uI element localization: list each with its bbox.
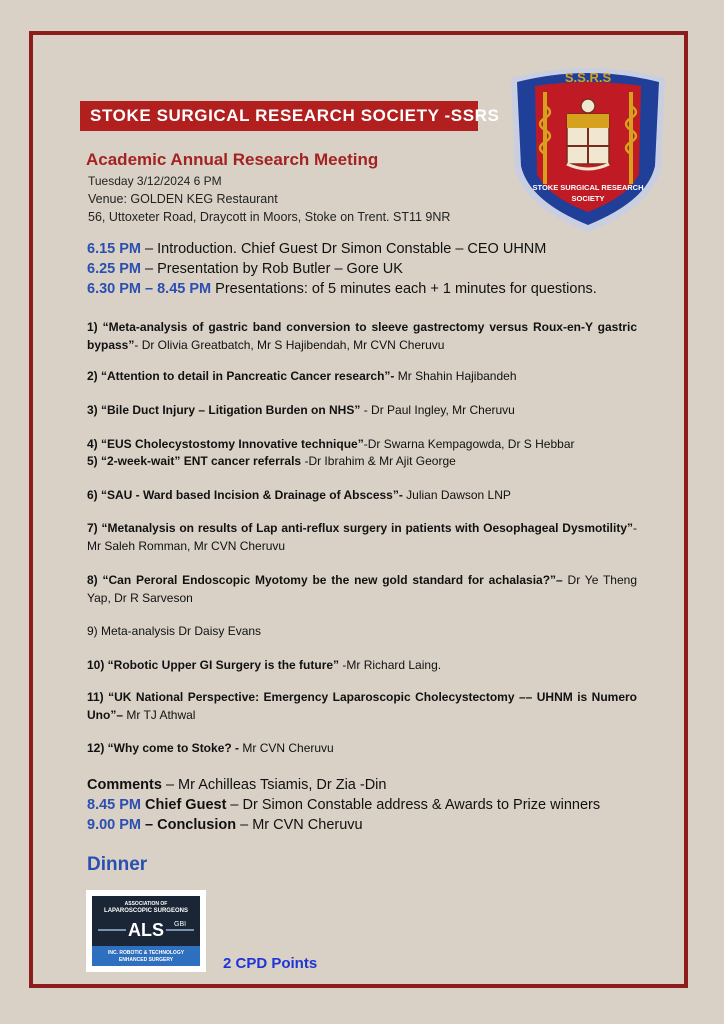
meeting-address: 56, Uttoxeter Road, Draycott in Moors, Stoke on Trent. ST11 9NR xyxy=(88,210,451,224)
dinner-heading: Dinner xyxy=(87,854,148,875)
presentation-speakers: - Mr Saleh Romman, Mr CVN Cheruvu xyxy=(87,521,637,553)
chief-guest-label: Chief Guest xyxy=(141,797,227,813)
presentation-item xyxy=(87,688,637,724)
presentation-item xyxy=(87,622,637,640)
presentation-item xyxy=(87,739,637,757)
presentation-title: 3) “Bile Duct Injury – Litigation Burden on NHS” xyxy=(87,403,361,417)
presentation-title: 5) “2-week-wait” ENT cancer referrals xyxy=(87,454,302,468)
ssrs-shield-logo xyxy=(505,56,671,236)
presentation-item xyxy=(87,486,637,504)
chief-guest-line xyxy=(87,797,600,813)
schedule-text: – Introduction. Chief Guest Dr Simon Constable – CEO UHNM xyxy=(141,241,547,257)
schedule-time: 6.15 PM xyxy=(87,241,141,257)
als-line2: LAPAROSCOPIC SURGEONS xyxy=(104,908,188,914)
presentation-item xyxy=(87,519,637,555)
chief-guest-time: 8.45 PM xyxy=(87,797,141,813)
presentation-item xyxy=(87,656,637,674)
presentation-item xyxy=(87,318,637,354)
presentation-title: 8) “Can Peroral Endoscopic Myotomy be the new gold standard for achalasia?”– xyxy=(87,573,563,587)
presentation-speakers: -Mr Richard Laing. xyxy=(339,658,442,672)
presentation-speakers: 9) Meta-analysis Dr Daisy Evans xyxy=(87,624,262,638)
presentation-title: 10) “Robotic Upper GI Surgery is the future” xyxy=(87,658,340,672)
presentation-title: 1) “Meta-analysis of gastric band conversion to sleeve gastrectomy versus Roux-en-Y gastric bypass” xyxy=(87,320,637,352)
comments-line xyxy=(87,777,386,793)
presentation-speakers: Mr TJ Athwal xyxy=(123,708,196,722)
society-banner: STOKE SURGICAL RESEARCH SOCIETY -SSRS xyxy=(80,101,478,131)
presentation-speakers: Mr CVN Cheruvu xyxy=(239,741,334,755)
chief-guest-text: – Dr Simon Constable address & Awards to Prize winners xyxy=(226,797,601,813)
als-sup: GBI xyxy=(174,921,187,928)
meeting-venue: Venue: GOLDEN KEG Restaurant xyxy=(88,192,278,206)
cpd-points: 2 CPD Points xyxy=(223,955,318,972)
presentation-title: 12) “Why come to Stoke? - xyxy=(87,741,240,755)
presentation-speakers: -Dr Ibrahim & Mr Ajit George xyxy=(301,454,456,468)
logo-name-line2: SOCIETY xyxy=(571,194,605,203)
logo-name-line1: STOKE SURGICAL RESEARCH xyxy=(532,183,644,192)
presentation-item xyxy=(87,435,637,453)
presentation-speakers: -Dr Swarna Kempagowda, Dr S Hebbar xyxy=(363,437,575,451)
presentation-title: 11) “UK National Perspective: Emergency Laparoscopic Cholecystectomy –– UHNM is Numero Uno”– xyxy=(87,690,637,722)
conclusion-line xyxy=(87,817,363,833)
als-line3: INC. ROBOTIC & TECHNOLOGY xyxy=(107,950,185,956)
schedule-time: 6.25 PM xyxy=(87,261,141,277)
conclusion-text: – Mr CVN Cheruvu xyxy=(236,817,363,833)
meeting-title: Academic Annual Research Meeting xyxy=(86,150,379,169)
presentation-speakers: Dr Ye Theng Yap, Dr R Sarveson xyxy=(87,573,637,605)
comments-label: Comments xyxy=(87,777,162,793)
presentation-item xyxy=(87,452,637,470)
als-mark: ALS xyxy=(128,920,164,940)
schedule-text: Presentations: of 5 minutes each + 1 minutes for questions. xyxy=(211,281,597,297)
presentation-title: 7) “Metanalysis on results of Lap anti-reflux surgery in patients with Oesophageal Dysmotility” xyxy=(87,521,633,535)
schedule-time: 6.30 PM – 8.45 PM xyxy=(87,281,212,297)
presentation-speakers: - Dr Olivia Greatbatch, Mr S Hajibendah, Mr CVN Cheruvu xyxy=(134,338,445,352)
als-logo xyxy=(86,890,206,972)
presentation-item xyxy=(87,367,637,385)
schedule-item xyxy=(87,261,403,277)
als-line1: ASSOCIATION OF xyxy=(124,901,168,907)
meeting-date: Tuesday 3/12/2024 6 PM xyxy=(88,174,222,188)
comments-text: – Mr Achilleas Tsiamis, Dr Zia -Din xyxy=(161,777,387,793)
presentation-title: 2) “Attention to detail in Pancreatic Cancer research”- xyxy=(87,369,395,383)
presentation-item xyxy=(87,401,637,419)
presentation-title: 6) “SAU - Ward based Incision & Drainage of Abscess”- xyxy=(87,488,403,502)
presentation-speakers: - Dr Paul Ingley, Mr Cheruvu xyxy=(360,403,515,417)
schedule-text: – Presentation by Rob Butler – Gore UK xyxy=(141,261,403,277)
schedule-item xyxy=(87,241,546,257)
conclusion-label: – Conclusion xyxy=(141,817,237,833)
presentation-speakers: Mr Shahin Hajibandeh xyxy=(394,369,517,383)
presentation-speakers: Julian Dawson LNP xyxy=(402,488,511,502)
conclusion-time: 9.00 PM xyxy=(87,817,141,833)
logo-top-text: S.S.R.S xyxy=(564,70,612,85)
als-line4: ENHANCED SURGERY xyxy=(118,957,174,963)
presentation-title: 4) “EUS Cholecystostomy Innovative technique” xyxy=(87,437,364,451)
schedule-item xyxy=(87,281,597,297)
presentation-item xyxy=(87,571,637,607)
